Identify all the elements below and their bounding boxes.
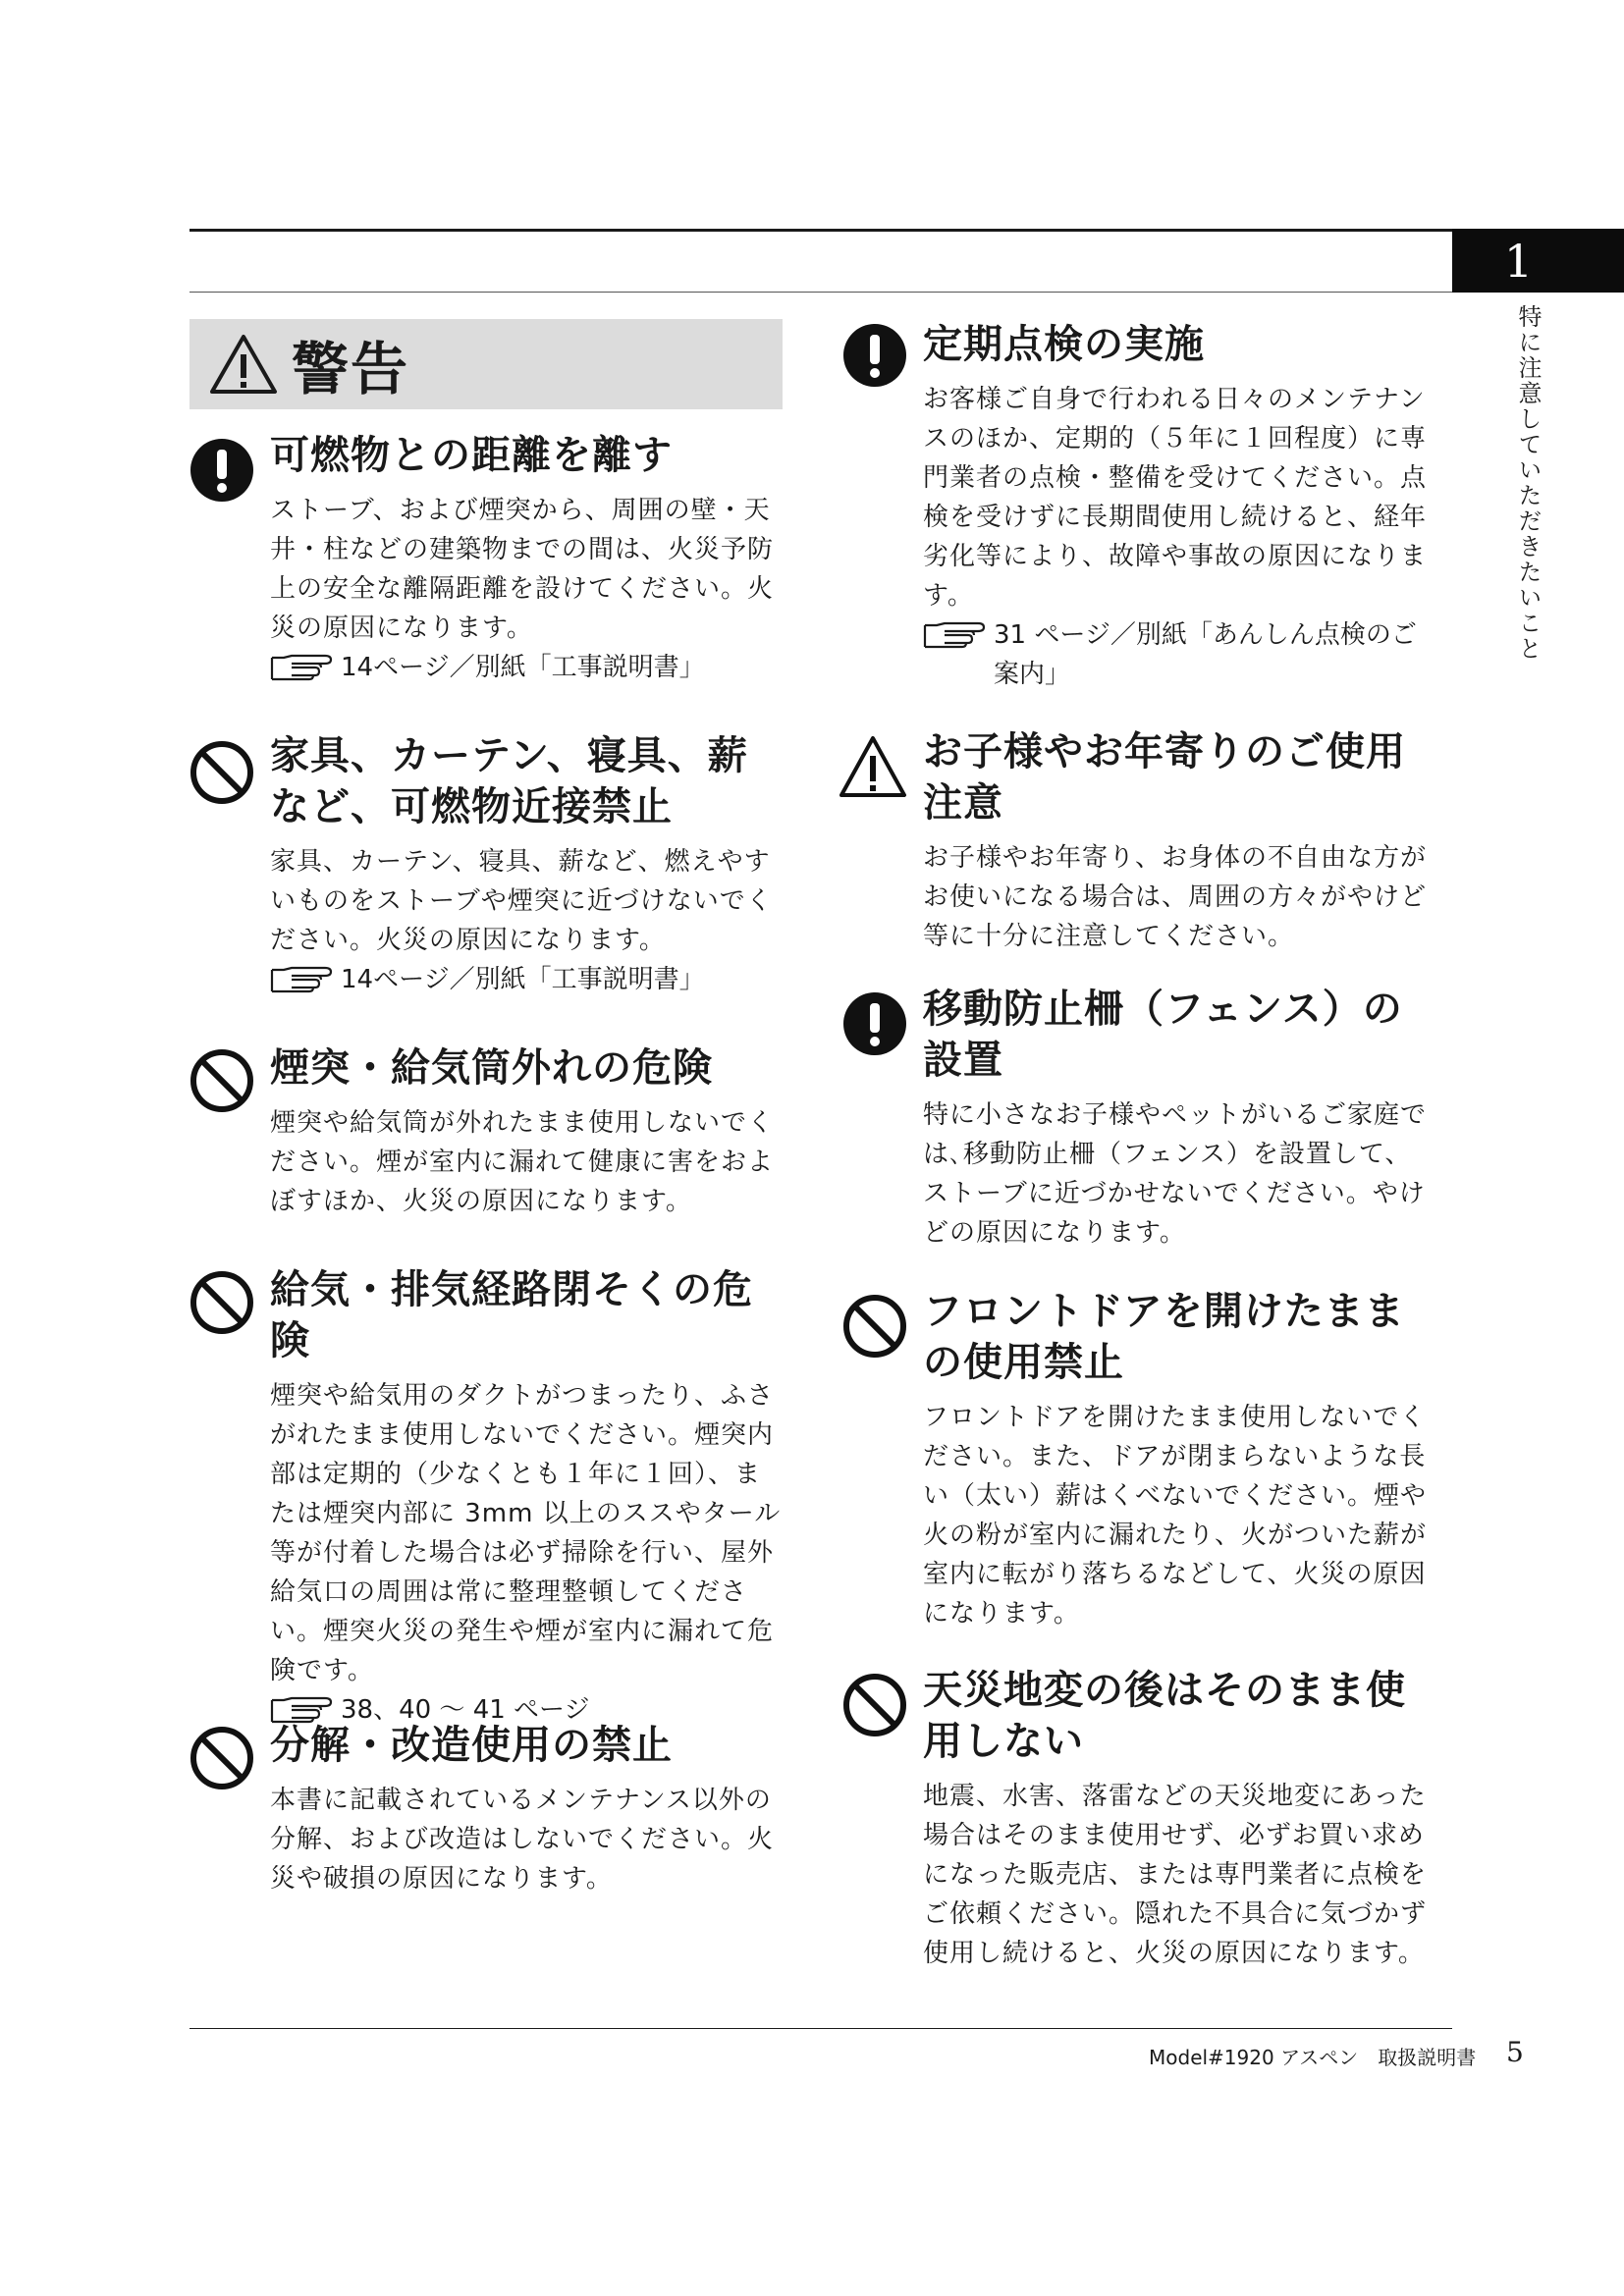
warning-banner bbox=[189, 319, 783, 409]
section-front-door-open bbox=[842, 1286, 1432, 1633]
section-body: 特に小さなお子様やペットがいるご家庭では､移動防止柵（フェンス）を設置して、ストーブに近づかせないでください。やけどの原因になります。 bbox=[923, 1100, 1428, 1248]
section-chimney-detach bbox=[189, 1042, 783, 1221]
section-title: 煙突・給気筒外れの危険 bbox=[270, 1045, 713, 1091]
section-body: 煙突や給気筒が外れたまま使用しないでください。煙が室内に漏れて健康に害をおよぼすほか、火災の原因になります。 bbox=[270, 1108, 775, 1216]
section-blocked-ventilation bbox=[189, 1264, 783, 1730]
section-children-elderly bbox=[842, 726, 1432, 956]
section-body: お子様やお年寄り、お身体の不自由な方がお使いになる場合は、周囲の方々がやけど等に十分に注意してください。 bbox=[923, 843, 1428, 951]
section-periodic-inspection bbox=[842, 319, 1432, 694]
prohibited-icon bbox=[189, 740, 254, 805]
header-rule-thin bbox=[189, 292, 1452, 293]
section-after-disaster bbox=[842, 1665, 1432, 1973]
prohibited-icon bbox=[189, 1270, 254, 1335]
section-title: 移動防止柵（フェンス）の設置 bbox=[923, 987, 1403, 1083]
section-body: 本書に記載されているメンテナンス以外の分解、および改造はしないでください。火災や破損の原因になります。 bbox=[270, 1786, 775, 1894]
footer-rule bbox=[189, 2028, 1452, 2029]
chapter-tab bbox=[1452, 229, 1624, 293]
section-body: 家具、カーテン、寝具、薪など、燃えやすいものをストーブや煙突に近づけないでください。火災の原因になります。 bbox=[270, 847, 773, 955]
warning-triangle-icon bbox=[839, 734, 907, 799]
section-furniture-proximity bbox=[189, 730, 783, 999]
section-body: 地震、水害、落雷などの天災地変にあった場合はそのまま使用せず、必ずお買い求めになった販売店、または専門業者に点検をご依頼ください。隠れた不具合に気づかず使用し続けると、火災の原因になります。 bbox=[923, 1782, 1428, 1968]
prohibited-icon bbox=[189, 1726, 254, 1790]
pointing-hand-icon bbox=[270, 966, 333, 993]
page-reference bbox=[923, 615, 1432, 694]
section-combustible-distance bbox=[189, 430, 783, 687]
prohibited-icon bbox=[189, 1048, 254, 1113]
section-body: ストーブ、および煙突から、周囲の壁・天井・柱などの建築物までの間は、火災予防上の安全な離隔距離を設けてください。火災の原因になります。 bbox=[270, 496, 775, 643]
page-reference-text: 14ページ／別紙「工事説明書」 bbox=[341, 965, 705, 994]
page-reference-text: 14ページ／別紙「工事説明書」 bbox=[341, 653, 705, 682]
section-body: 煙突や給気用のダクトがつまったり、ふさがれたまま使用しないでください。煙突内部は定期的（少なくとも１年に１回）、または煙突内部に 3mm 以上のススやタール等が付着した場合は必ず掃除を行い、屋外給気口の周囲は常に整理整頓してください。煙突火災の発生や煙が室内に漏れて危険です。 bbox=[270, 1381, 782, 1685]
exclamation-circle-icon bbox=[189, 438, 254, 503]
prohibited-icon bbox=[842, 1673, 907, 1737]
section-body: フロントドアを開けたまま使用しないでください。また、ドアが閉まらないような長い（太い）薪はくべないでください。煙や火の粉が室内に漏れたり、火がついた薪が室内に転がり落ちるなどして、火災の原因になります。 bbox=[923, 1403, 1428, 1629]
page-reference bbox=[270, 648, 783, 687]
page-reference-text: 31 ページ／別紙「あんしん点検のご案内」 bbox=[994, 620, 1417, 689]
section-title: 家具、カーテン、寝具、薪など、可燃物近接禁止 bbox=[270, 733, 748, 829]
page-reference bbox=[270, 960, 783, 999]
section-title: 天災地変の後はそのまま使用しない bbox=[923, 1668, 1406, 1764]
page-reference-text: 38、40 ～ 41 ページ bbox=[341, 1695, 590, 1725]
prohibited-icon bbox=[842, 1294, 907, 1359]
section-body: お客様ご自身で行われる日々のメンテナンスのほか、定期的（５年に１回程度）に専門業者の点検・整備を受けてください。点検を受けずに長期間使用し続けると、経年劣化等により、故障や事故の原因になります。 bbox=[923, 385, 1428, 611]
section-title: 定期点検の実施 bbox=[923, 322, 1205, 367]
header-rule bbox=[189, 229, 1452, 232]
chapter-side-title: 特に注意していただきたいこと bbox=[1514, 304, 1542, 662]
footer-model: Model#1920 アスペン 取扱説明書 bbox=[1149, 2046, 1477, 2069]
section-disassembly-prohibited bbox=[189, 1720, 783, 1898]
warning-banner-label: 警告 bbox=[292, 336, 410, 402]
section-title: お子様やお年寄りのご使用注意 bbox=[923, 729, 1406, 826]
page-number: 5 bbox=[1506, 2036, 1524, 2068]
warning-triangle-icon bbox=[209, 333, 278, 396]
exclamation-circle-icon bbox=[842, 323, 907, 388]
chapter-number: 1 bbox=[1503, 234, 1534, 288]
section-title: フロントドアを開けたままの使用禁止 bbox=[923, 1289, 1405, 1385]
exclamation-circle-icon bbox=[842, 991, 907, 1056]
section-title: 給気・排気経路閉そくの危険 bbox=[270, 1267, 753, 1363]
section-title: 分解・改造使用の禁止 bbox=[270, 1723, 673, 1768]
pointing-hand-icon bbox=[923, 621, 986, 649]
pointing-hand-icon bbox=[270, 654, 333, 681]
section-fence-install bbox=[842, 984, 1432, 1253]
section-title: 可燃物との距離を離す bbox=[270, 433, 673, 478]
